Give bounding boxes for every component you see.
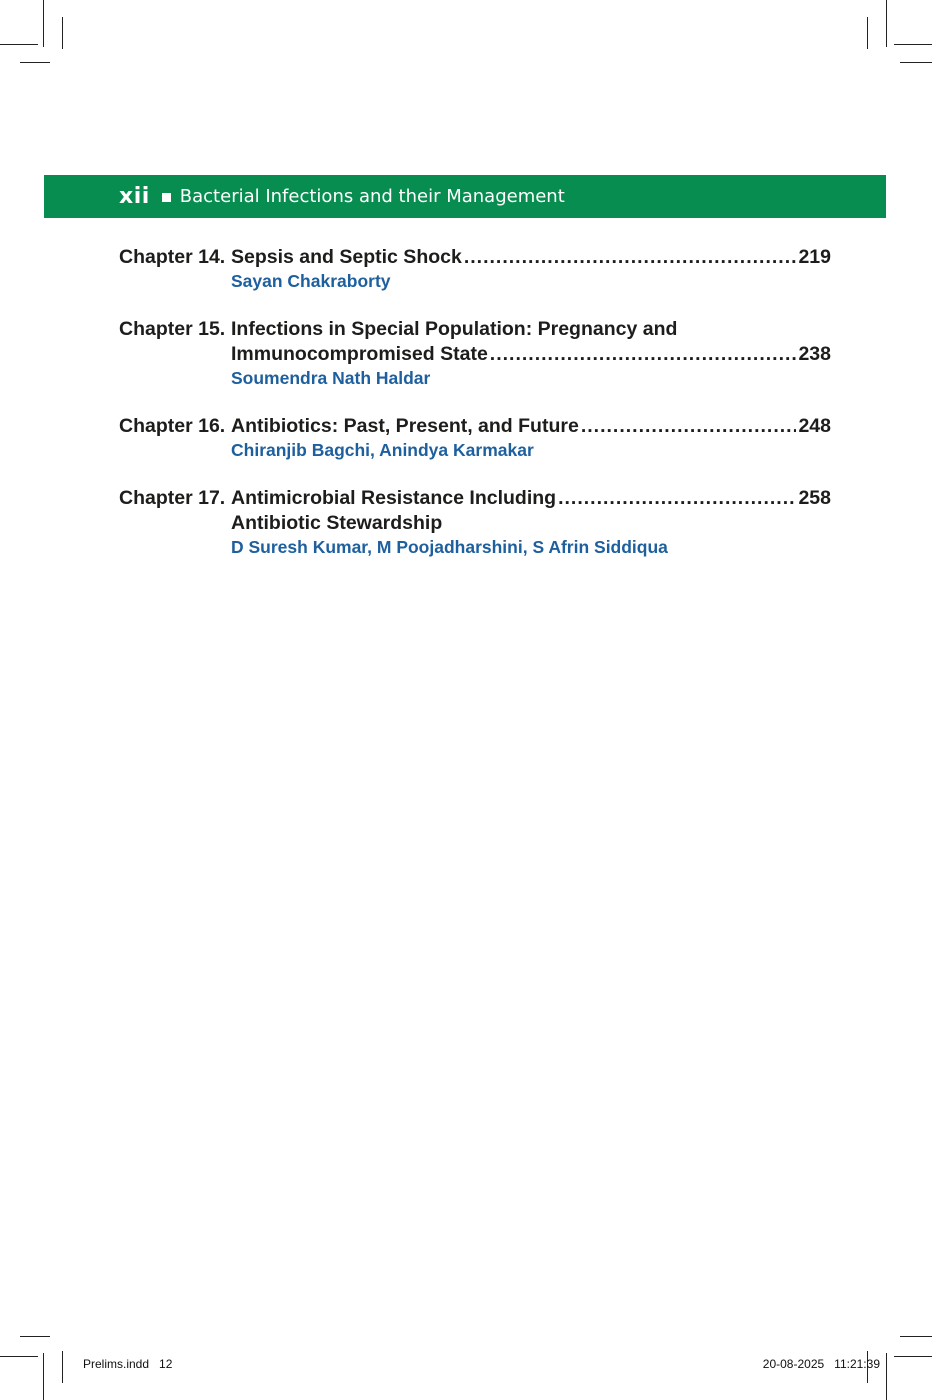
page-number: 238 — [798, 343, 831, 365]
toc-line — [119, 512, 831, 537]
chapter-authors — [119, 537, 831, 561]
toc-entry[interactable] — [119, 487, 831, 561]
crop-mark — [894, 44, 932, 45]
chapter-title: Infections in Special Population: Pregnancy and — [231, 318, 678, 340]
crop-mark — [886, 0, 887, 47]
dot-leader — [558, 487, 796, 510]
chapter-title-continued: Antibiotic Stewardship — [231, 512, 443, 534]
toc-entry[interactable] — [119, 318, 831, 392]
crop-mark — [886, 1353, 887, 1400]
dot-leader — [490, 343, 797, 366]
crop-mark — [867, 17, 868, 49]
toc-line — [119, 415, 831, 440]
dot-leader — [581, 415, 797, 438]
toc-line — [119, 343, 831, 368]
square-bullet-icon — [162, 193, 171, 202]
chapter-number: Chapter 17. — [119, 487, 226, 509]
toc-line — [119, 318, 831, 343]
chapter-title: Antimicrobial Resistance Including — [231, 487, 557, 509]
page-number: 219 — [798, 246, 831, 268]
crop-mark — [43, 1353, 44, 1400]
chapter-title-continued: Immunocompromised State — [231, 343, 488, 365]
crop-mark — [0, 44, 38, 45]
authors-text: D Suresh Kumar, M Poojadharshini, S Afrin Siddiqua — [231, 537, 668, 557]
crop-mark — [20, 1336, 50, 1337]
crop-mark — [0, 1356, 38, 1357]
page-number: 258 — [798, 487, 831, 509]
crop-mark — [62, 1351, 63, 1383]
crop-mark — [43, 0, 44, 47]
toc-line — [119, 246, 831, 271]
running-header — [44, 175, 886, 218]
chapter-authors — [119, 271, 831, 295]
crop-mark — [894, 1356, 932, 1357]
chapter-number: Chapter 16. — [119, 415, 226, 437]
chapter-authors — [119, 440, 831, 464]
slug-file-info: Prelims.indd 12 — [83, 1357, 173, 1371]
chapter-title: Antibiotics: Past, Present, and Future — [231, 415, 579, 437]
table-of-contents — [119, 246, 831, 584]
crop-mark — [900, 62, 932, 63]
crop-mark — [20, 62, 50, 63]
crop-mark — [62, 17, 63, 49]
page-folio: xii — [119, 184, 150, 209]
chapter-number: Chapter 15. — [119, 318, 226, 340]
authors-text: Chiranjib Bagchi, Anindya Karmakar — [231, 440, 534, 460]
toc-entry[interactable] — [119, 246, 831, 295]
chapter-number: Chapter 14. — [119, 246, 226, 268]
toc-line — [119, 487, 831, 512]
running-title: Bacterial Infections and their Management — [179, 186, 565, 207]
chapter-authors — [119, 368, 831, 392]
toc-entry[interactable] — [119, 415, 831, 464]
page-number: 248 — [798, 415, 831, 437]
crop-mark — [900, 1336, 932, 1337]
dot-leader — [464, 246, 797, 269]
authors-text: Soumendra Nath Haldar — [231, 368, 431, 388]
chapter-title: Sepsis and Septic Shock — [231, 246, 462, 268]
authors-text: Sayan Chakraborty — [231, 271, 391, 291]
slug-datetime: 20-08-2025 11:21:39 — [762, 1357, 880, 1371]
